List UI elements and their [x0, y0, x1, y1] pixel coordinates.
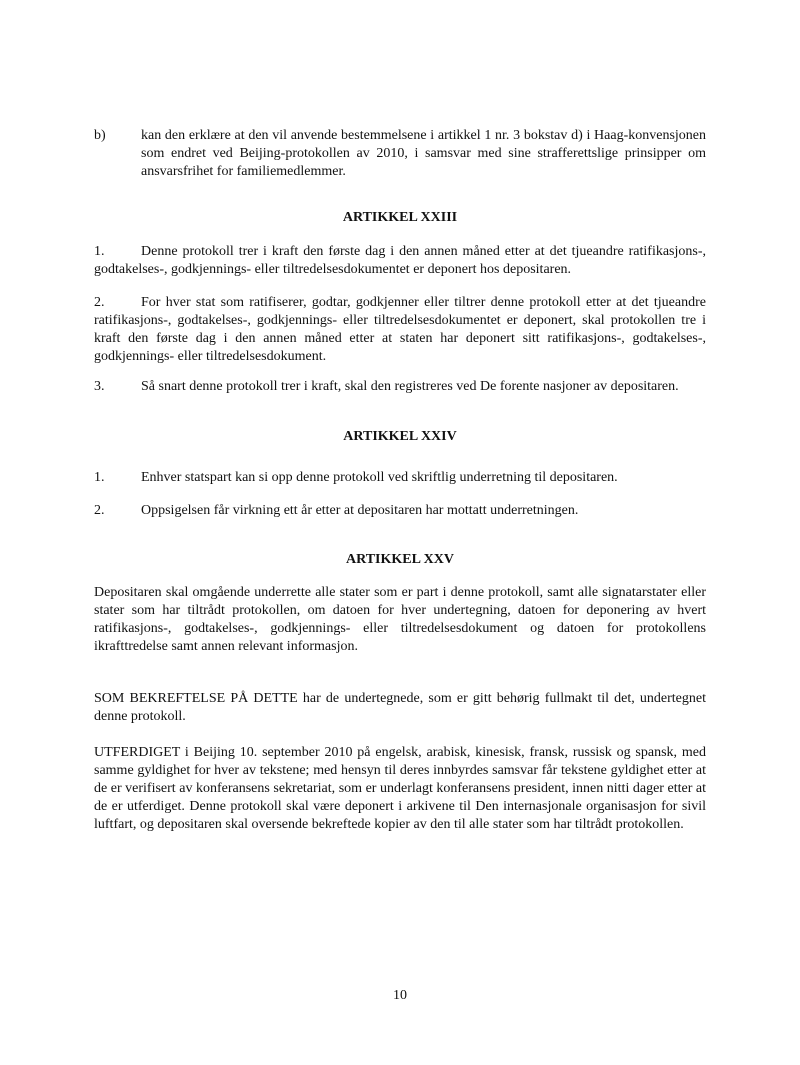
item-text: Denne protokoll trer i kraft den første dag i den annen måned etter at det tjueandre ratifikasjons-, godtakelses-, godkjennings- eller tiltredelsesdokumentet er deponert hos depositaren.: [94, 244, 706, 277]
item-number: 1.: [94, 470, 105, 485]
article-xxiii-item-2: [94, 294, 706, 366]
article-xxiii-item-1: [94, 243, 706, 279]
item-number: 2.: [94, 503, 105, 518]
item-text: Enhver statspart kan si opp denne protokoll ved skriftlig underretning til depositaren.: [141, 470, 618, 485]
item-text: Så snart denne protokoll trer i kraft, skal den registreres ved De forente nasjoner av depositaren.: [141, 379, 679, 394]
article-xxiii-heading: ARTIKKEL XXIII: [342, 210, 458, 225]
item-text: For hver stat som ratifiserer, godtar, godkjenner eller tiltrer denne protokoll etter at det tjueandre ratifikasjons-, godtakelses-, godkjennings- eller tiltredelsesdokumentet er deponert, skal protokollen tre i kraft den første dag i den annen måned etter at staten har deponert sitt ratifikasjons-, godtakelses-, godkjennings- eller tiltredelsesdokument.: [94, 295, 706, 364]
article-xxiv-item-1: [94, 469, 706, 487]
list-item-marker: b): [94, 128, 106, 143]
witness-clause: SOM BEKREFTELSE PÅ DETTE har de undertegnede, som er gitt behørig fullmakt til det, undertegnet denne protokoll.: [94, 691, 706, 724]
article-xxv-heading: ARTIKKEL XXV: [345, 552, 455, 567]
article-xxiv-item-2: [94, 502, 706, 520]
item-number: 3.: [94, 379, 105, 394]
item-text: Oppsigelsen får virkning ett år etter at depositaren har mottatt underretningen.: [141, 503, 579, 518]
done-clause: UTFERDIGET i Beijing 10. september 2010 på engelsk, arabisk, kinesisk, fransk, russisk og spansk, med samme gyldighet for hver av tekstene; med hensyn til deres innbyrdes samsvar får tekstene gyldighet etter at de er verifisert av konferansens sekretariat, som er underlagt konferansens president, innen nitti dager etter at de er utferdiget. Denne protokoll skal være deponert i arkivene til Den internasjonale organisasjon for sivil luftfart, og depositaren skal oversende bekreftede kopier av den til alle stater som har tiltrådt protokollen.: [94, 745, 706, 832]
article-xxiii-item-3: [94, 378, 706, 396]
article-xxiv-heading: ARTIKKEL XXIV: [343, 429, 457, 444]
item-number: 1.: [94, 244, 105, 259]
item-number: 2.: [94, 295, 105, 310]
page-number: 10: [393, 988, 407, 1003]
article-xxv-text: Depositaren skal omgående underrette alle stater som er part i denne protokoll, samt alle signatarstater eller stater som har tiltrådt protokollen, om datoen for hver undertegning, datoen for deponering av hvert ratifikasjons-, godtakelses-, godkjennings- eller tiltredelsesdokument og datoen for protokollens ikrafttredelse samt annen relevant informasjon.: [94, 585, 706, 654]
list-item-text: kan den erklære at den vil anvende bestemmelsene i artikkel 1 nr. 3 bokstav d) i Haag-konvensjonen som endret ved Beijing-protokollen av 2010, i samsvar med sine strafferettslige prinsipper om ansvarsfrihet for familiemedlemmer.: [141, 128, 706, 179]
list-item-b: [94, 127, 706, 181]
